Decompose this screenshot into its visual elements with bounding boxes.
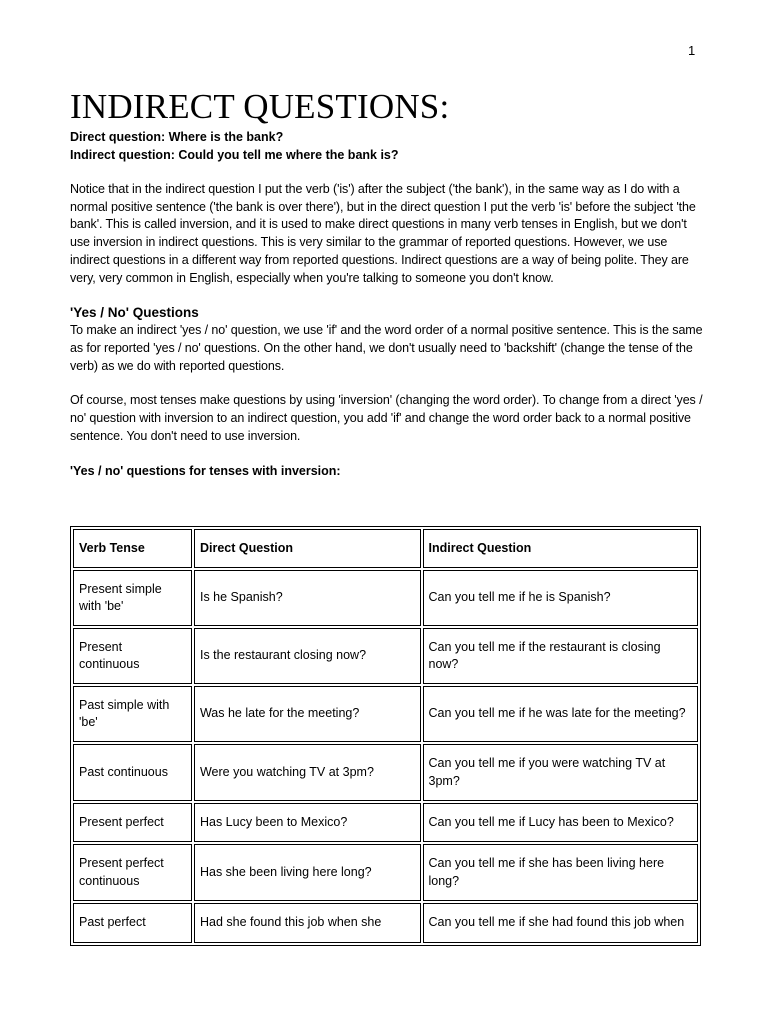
tense-table bbox=[70, 526, 701, 946]
verb-tense-cell: Past perfect bbox=[73, 903, 192, 943]
verb-tense-cell: Present continuous bbox=[73, 628, 192, 684]
table-row bbox=[73, 903, 698, 943]
table-row bbox=[73, 803, 698, 842]
verb-tense-cell: Present simple with 'be' bbox=[73, 570, 192, 626]
page-title: INDIRECT QUESTIONS: bbox=[70, 87, 450, 126]
direct-question-cell: Is the restaurant closing now? bbox=[194, 628, 421, 684]
indirect-question-cell: Can you tell me if he was late for the meeting? bbox=[423, 686, 699, 742]
direct-question-cell: Has Lucy been to Mexico? bbox=[194, 803, 421, 842]
page-number: 1 bbox=[688, 43, 696, 58]
table-row bbox=[73, 686, 698, 742]
direct-question-cell: Is he Spanish? bbox=[194, 570, 421, 626]
indirect-question-cell: Can you tell me if you were watching TV at 3pm? bbox=[423, 744, 699, 801]
indirect-question-cell: Can you tell me if the restaurant is closing now? bbox=[423, 628, 699, 684]
section-heading-yes-no: 'Yes / No' Questions bbox=[70, 305, 199, 321]
table-intro: 'Yes / no' questions for tenses with inversion: bbox=[70, 464, 341, 479]
indirect-question-cell: Can you tell me if Lucy has been to Mexico? bbox=[423, 803, 699, 842]
indirect-question-cell: Can you tell me if she has been living here long? bbox=[423, 844, 699, 901]
yes-no-paragraph: To make an indirect 'yes / no' question, we use 'if' and the word order of a normal positive sentence. This is the same as for reported 'yes / no' questions. On the other hand, we don't usually need to 'backshift' (change the tense of the verb) as we do with reported questions. bbox=[70, 323, 703, 373]
table-header-row bbox=[73, 529, 698, 568]
intro-paragraph: Notice that in the indirect question I put the verb ('is') after the subject ('the bank'), in the same way as I do with a normal positive sentence ('the bank is over there'), but in the direct question I put the verb 'is' before the subject 'the bank'. This is called inversion, and it is used to make direct questions in many verb tenses in English, but we don't use inversion in indirect questions. This is very similar to the grammar of reported questions. However, we use indirect questions in a different way from reported questions. Indirect questions are a way of being polite. They are very, very common in English, especially when you're talking to someone you don't know. bbox=[70, 182, 696, 285]
direct-question-cell: Were you watching TV at 3pm? bbox=[194, 744, 421, 801]
verb-tense-cell: Past continuous bbox=[73, 744, 192, 801]
direct-question-cell: Was he late for the meeting? bbox=[194, 686, 421, 742]
indirect-question-cell: Can you tell me if he is Spanish? bbox=[423, 570, 699, 626]
inversion-paragraph: Of course, most tenses make questions by using 'inversion' (changing the word order). To change from a direct 'yes / no' question with inversion to an indirect question, you add 'if' and change the word order back to a normal positive sentence. You don't need to use inversion. bbox=[70, 393, 703, 443]
indirect-question-cell: Can you tell me if she had found this job when bbox=[423, 903, 699, 943]
header-indirect-question: Indirect Question bbox=[423, 529, 699, 568]
indirect-question-example: Indirect question: Could you tell me where the bank is? bbox=[70, 148, 399, 162]
direct-question-example: Direct question: Where is the bank? bbox=[70, 130, 284, 144]
document-body bbox=[70, 86, 704, 480]
table-row bbox=[73, 628, 698, 684]
table-row bbox=[73, 570, 698, 626]
verb-tense-cell: Past simple with 'be' bbox=[73, 686, 192, 742]
direct-question-cell: Has she been living here long? bbox=[194, 844, 421, 901]
header-verb-tense: Verb Tense bbox=[73, 529, 192, 568]
direct-question-cell: Had she found this job when she bbox=[194, 903, 421, 943]
verb-tense-cell: Present perfect continuous bbox=[73, 844, 192, 901]
table-row bbox=[73, 844, 698, 901]
header-direct-question: Direct Question bbox=[194, 529, 421, 568]
verb-tense-cell: Present perfect bbox=[73, 803, 192, 842]
table-row bbox=[73, 744, 698, 801]
